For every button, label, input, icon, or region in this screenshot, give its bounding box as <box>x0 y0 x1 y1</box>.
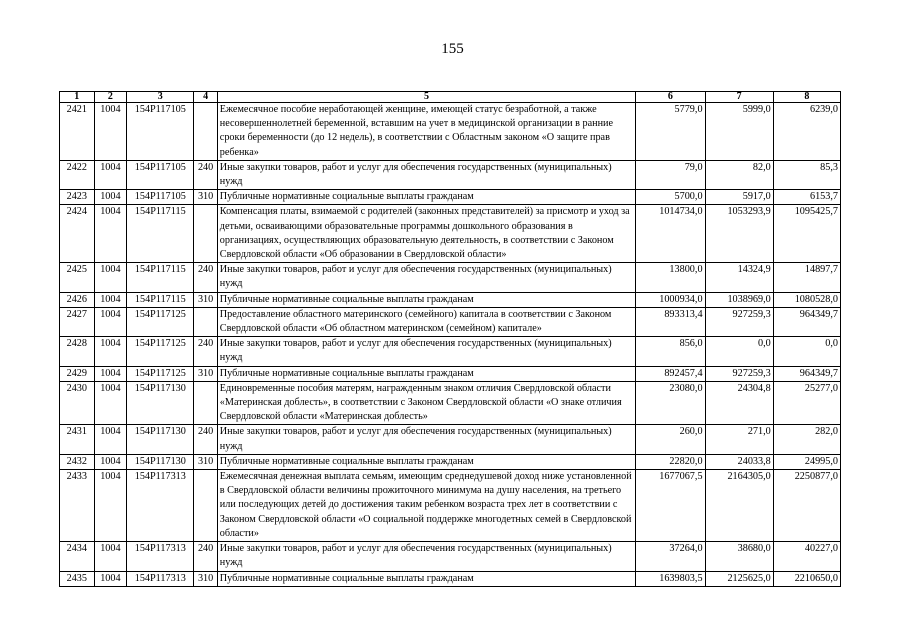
amount-year-2-cell: 5999,0 <box>705 103 773 161</box>
row-number-cell: 2424 <box>60 205 95 263</box>
section-code-cell: 1004 <box>94 366 127 381</box>
row-number-cell: 2435 <box>60 571 95 586</box>
row-number-cell: 2428 <box>60 337 95 366</box>
description-cell: Иные закупки товаров, работ и услуг для обеспечения государственных (муниципальных) нужд <box>217 425 636 454</box>
description-cell: Ежемесячное пособие неработающей женщине, имеющей статус безработной, а также несовершеннолетней беременной, вставшим на учет в медицинской организации в ранние сроки беременности (до 12 недель), в соответствии с Областным законом «О защите прав ребенка» <box>217 103 636 161</box>
amount-year-3-cell: 6153,7 <box>773 190 840 205</box>
description-cell: Публичные нормативные социальные выплаты гражданам <box>217 454 636 469</box>
row-number-cell: 2430 <box>60 381 95 425</box>
amount-year-1-cell: 79,0 <box>636 160 705 189</box>
row-number-cell: 2425 <box>60 263 95 292</box>
expense-type-cell: 310 <box>194 454 217 469</box>
table-row <box>60 454 841 469</box>
row-number-cell: 2433 <box>60 470 95 542</box>
row-number-cell: 2431 <box>60 425 95 454</box>
amount-year-3-cell: 85,3 <box>773 160 840 189</box>
amount-year-2-cell: 1038969,0 <box>705 292 773 307</box>
amount-year-2-cell: 14324,9 <box>705 263 773 292</box>
target-code-cell: 154Р117130 <box>127 454 194 469</box>
target-code-cell: 154Р117125 <box>127 337 194 366</box>
amount-year-2-cell: 24304,8 <box>705 381 773 425</box>
target-code-cell: 154Р117313 <box>127 571 194 586</box>
target-code-cell: 154Р117125 <box>127 366 194 381</box>
amount-year-1-cell: 13800,0 <box>636 263 705 292</box>
section-code-cell: 1004 <box>94 337 127 366</box>
column-header: 3 <box>127 92 194 103</box>
section-code-cell: 1004 <box>94 381 127 425</box>
expense-type-cell: 240 <box>194 160 217 189</box>
row-number-cell: 2422 <box>60 160 95 189</box>
description-cell: Иные закупки товаров, работ и услуг для обеспечения государственных (муниципальных) нужд <box>217 160 636 189</box>
target-code-cell: 154Р117115 <box>127 263 194 292</box>
amount-year-2-cell: 24033,8 <box>705 454 773 469</box>
table-row <box>60 160 841 189</box>
table-row <box>60 571 841 586</box>
section-code-cell: 1004 <box>94 160 127 189</box>
amount-year-2-cell: 1053293,9 <box>705 205 773 263</box>
budget-table <box>59 91 841 587</box>
amount-year-3-cell: 2250877,0 <box>773 470 840 542</box>
row-number-cell: 2423 <box>60 190 95 205</box>
section-code-cell: 1004 <box>94 205 127 263</box>
row-number-cell: 2432 <box>60 454 95 469</box>
table-row <box>60 307 841 336</box>
amount-year-1-cell: 893313,4 <box>636 307 705 336</box>
amount-year-1-cell: 1677067,5 <box>636 470 705 542</box>
amount-year-1-cell: 1000934,0 <box>636 292 705 307</box>
description-cell: Публичные нормативные социальные выплаты гражданам <box>217 292 636 307</box>
section-code-cell: 1004 <box>94 292 127 307</box>
amount-year-1-cell: 23080,0 <box>636 381 705 425</box>
row-number-cell: 2426 <box>60 292 95 307</box>
section-code-cell: 1004 <box>94 307 127 336</box>
table-row <box>60 366 841 381</box>
expense-type-cell <box>194 103 217 161</box>
amount-year-3-cell: 14897,7 <box>773 263 840 292</box>
table-row <box>60 337 841 366</box>
column-header: 2 <box>94 92 127 103</box>
page-number: 155 <box>441 41 464 57</box>
description-cell: Иные закупки товаров, работ и услуг для обеспечения государственных (муниципальных) нужд <box>217 542 636 571</box>
amount-year-2-cell: 927259,3 <box>705 366 773 381</box>
amount-year-2-cell: 38680,0 <box>705 542 773 571</box>
amount-year-3-cell: 282,0 <box>773 425 840 454</box>
expense-type-cell: 240 <box>194 542 217 571</box>
table-row <box>60 542 841 571</box>
amount-year-1-cell: 37264,0 <box>636 542 705 571</box>
description-cell: Публичные нормативные социальные выплаты гражданам <box>217 366 636 381</box>
amount-year-3-cell: 0,0 <box>773 337 840 366</box>
amount-year-1-cell: 1639803,5 <box>636 571 705 586</box>
row-number-cell: 2427 <box>60 307 95 336</box>
table-row <box>60 263 841 292</box>
amount-year-1-cell: 892457,4 <box>636 366 705 381</box>
description-cell: Иные закупки товаров, работ и услуг для обеспечения государственных (муниципальных) нужд <box>217 337 636 366</box>
expense-type-cell: 310 <box>194 190 217 205</box>
amount-year-1-cell: 5779,0 <box>636 103 705 161</box>
amount-year-3-cell: 6239,0 <box>773 103 840 161</box>
amount-year-2-cell: 927259,3 <box>705 307 773 336</box>
section-code-cell: 1004 <box>94 571 127 586</box>
target-code-cell: 154Р117105 <box>127 103 194 161</box>
section-code-cell: 1004 <box>94 454 127 469</box>
amount-year-3-cell: 2210650,0 <box>773 571 840 586</box>
amount-year-3-cell: 964349,7 <box>773 366 840 381</box>
amount-year-2-cell: 271,0 <box>705 425 773 454</box>
target-code-cell: 154Р117115 <box>127 205 194 263</box>
section-code-cell: 1004 <box>94 263 127 292</box>
amount-year-3-cell: 1080528,0 <box>773 292 840 307</box>
amount-year-2-cell: 2164305,0 <box>705 470 773 542</box>
target-code-cell: 154Р117313 <box>127 542 194 571</box>
amount-year-2-cell: 0,0 <box>705 337 773 366</box>
expense-type-cell: 240 <box>194 337 217 366</box>
column-header: 8 <box>773 92 840 103</box>
description-cell: Единовременные пособия матерям, награжденным знаком отличия Свердловской области «Материнская доблесть», в соответствии с Законом Свердловской области «О знаке отличия Свердловской области «Материнская доблесть» <box>217 381 636 425</box>
expense-type-cell: 310 <box>194 292 217 307</box>
column-header: 1 <box>60 92 95 103</box>
row-number-cell: 2429 <box>60 366 95 381</box>
table-row <box>60 381 841 425</box>
table-body <box>60 103 841 587</box>
description-cell: Предоставление областного материнского (семейного) капитала в соответствии с Законом Свердловской области «Об областном материнском (семейном) капитале» <box>217 307 636 336</box>
description-cell: Ежемесячная денежная выплата семьям, имеющим среднедушевой доход ниже установленной в Свердловской области величины прожиточного минимума на душу населения, на третьего или последующих детей до достижения таким ребенком возраста трех лет в соответствии с Законом Свердловской области «О социальной поддержке многодетных семей в Свердловской области» <box>217 470 636 542</box>
expense-type-cell <box>194 470 217 542</box>
amount-year-1-cell: 1014734,0 <box>636 205 705 263</box>
target-code-cell: 154Р117125 <box>127 307 194 336</box>
section-code-cell: 1004 <box>94 103 127 161</box>
header-row <box>60 92 841 103</box>
target-code-cell: 154Р117130 <box>127 425 194 454</box>
amount-year-2-cell: 2125625,0 <box>705 571 773 586</box>
target-code-cell: 154Р117130 <box>127 381 194 425</box>
column-header: 6 <box>636 92 705 103</box>
expense-type-cell <box>194 381 217 425</box>
amount-year-3-cell: 25277,0 <box>773 381 840 425</box>
amount-year-1-cell: 22820,0 <box>636 454 705 469</box>
expense-type-cell: 310 <box>194 571 217 586</box>
table-row <box>60 470 841 542</box>
target-code-cell: 154Р117115 <box>127 292 194 307</box>
target-code-cell: 154Р117105 <box>127 190 194 205</box>
section-code-cell: 1004 <box>94 470 127 542</box>
table-row <box>60 103 841 161</box>
table-row <box>60 190 841 205</box>
description-cell: Публичные нормативные социальные выплаты гражданам <box>217 190 636 205</box>
section-code-cell: 1004 <box>94 425 127 454</box>
amount-year-3-cell: 40227,0 <box>773 542 840 571</box>
table-row <box>60 425 841 454</box>
expense-type-cell: 310 <box>194 366 217 381</box>
amount-year-2-cell: 82,0 <box>705 160 773 189</box>
expense-type-cell <box>194 307 217 336</box>
amount-year-3-cell: 24995,0 <box>773 454 840 469</box>
table-row <box>60 292 841 307</box>
expense-type-cell: 240 <box>194 263 217 292</box>
amount-year-1-cell: 5700,0 <box>636 190 705 205</box>
column-header: 4 <box>194 92 217 103</box>
section-code-cell: 1004 <box>94 190 127 205</box>
amount-year-3-cell: 1095425,7 <box>773 205 840 263</box>
column-header: 5 <box>217 92 636 103</box>
expense-type-cell: 240 <box>194 425 217 454</box>
section-code-cell: 1004 <box>94 542 127 571</box>
target-code-cell: 154Р117105 <box>127 160 194 189</box>
amount-year-1-cell: 856,0 <box>636 337 705 366</box>
amount-year-3-cell: 964349,7 <box>773 307 840 336</box>
description-cell: Компенсация платы, взимаемой с родителей (законных представителей) за присмотр и уход за детьми, осваивающими образовательные программы дошкольного образования в организациях, осуществляющих образовательную деятельность, в соответствии с Законом Свердловской области «Об образовании в Свердловской области» <box>217 205 636 263</box>
expense-type-cell <box>194 205 217 263</box>
amount-year-1-cell: 260,0 <box>636 425 705 454</box>
row-number-cell: 2421 <box>60 103 95 161</box>
target-code-cell: 154Р117313 <box>127 470 194 542</box>
description-cell: Публичные нормативные социальные выплаты гражданам <box>217 571 636 586</box>
description-cell: Иные закупки товаров, работ и услуг для обеспечения государственных (муниципальных) нужд <box>217 263 636 292</box>
table-row <box>60 205 841 263</box>
column-header: 7 <box>705 92 773 103</box>
row-number-cell: 2434 <box>60 542 95 571</box>
amount-year-2-cell: 5917,0 <box>705 190 773 205</box>
